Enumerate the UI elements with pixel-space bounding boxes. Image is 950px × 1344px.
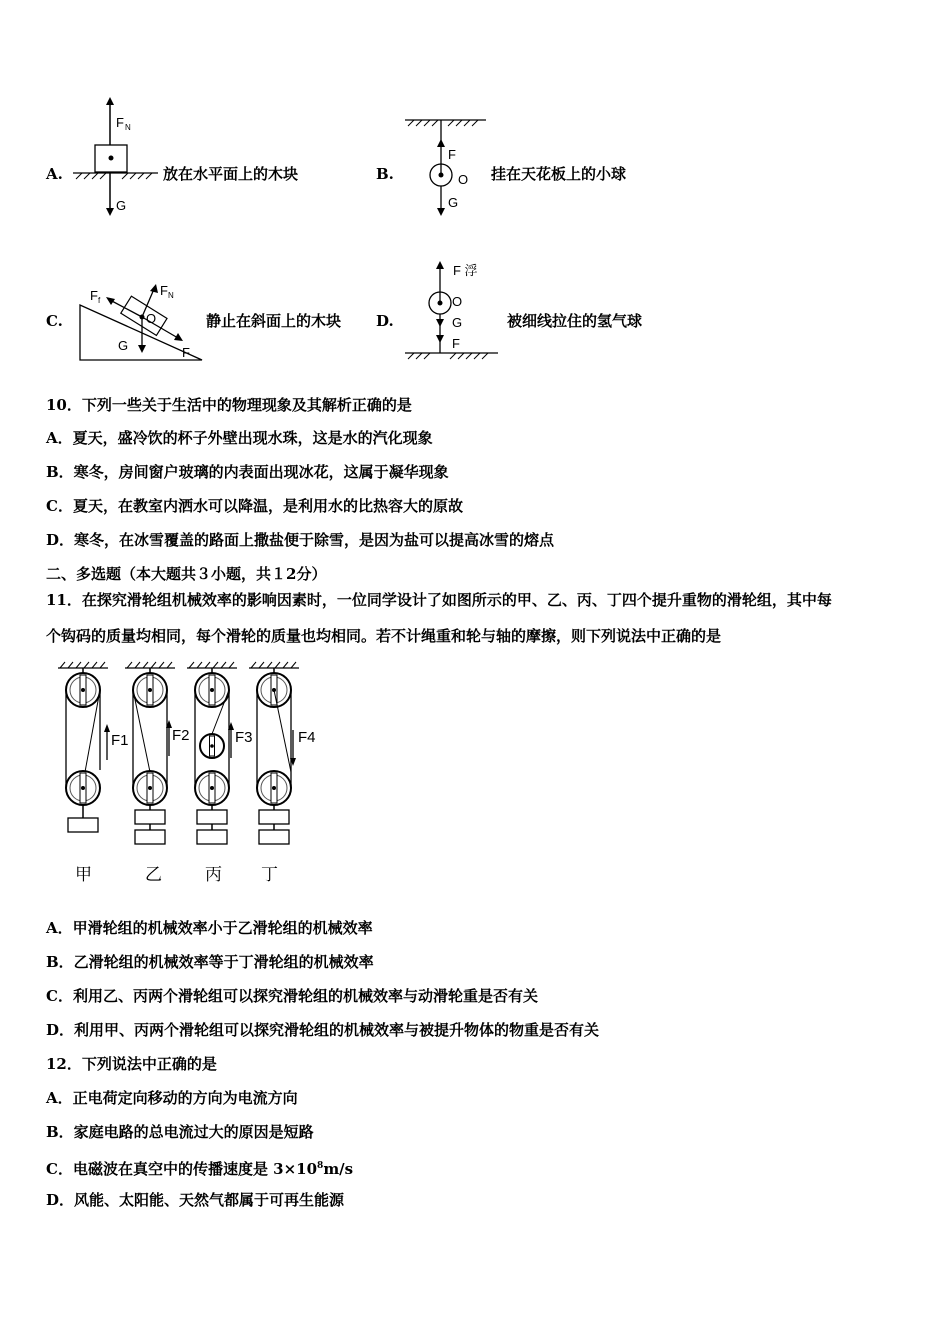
pulley-set-ding [249,662,299,844]
q11-option-b: B．乙滑轮组的机械效率等于丁滑轮组的机械效率 [46,953,374,971]
q12-option-c-text: C．电磁波在真空中的传播速度是 3×10 [46,1160,318,1178]
q9-option-b-label: B. [376,165,394,183]
q12-option-c-unit: m/s [323,1160,354,1178]
q10-option-d: D．寒冬，在冰雪覆盖的路面上撒盐便于除雪，是因为盐可以提高冰雪的熔点 [46,531,555,549]
q9-option-a-diagram [68,95,168,225]
q11-stem-line2: 个钩码的质量均相同，每个滑轮的质量也均相同。若不计绳重和轮与轴的摩擦，则下列说法中正确的是 [46,627,722,645]
q9d-fb-label: F 浮 [453,263,478,278]
q9d-f-label: F [452,336,460,351]
q9-option-b-diagram [400,115,500,225]
q10-stem: 10．下列一些关于生活中的物理现象及其解析正确的是 [46,396,412,414]
figure-label-ding: 丁 [261,865,278,884]
q12-option-d: D．风能、太阳能、天然气都属于可再生能源 [46,1191,345,1209]
pulley-set-bing [187,662,237,844]
q11-stem-line1: 11．在探究滑轮组机械效率的影响因素时，一位同学设计了如图所示的甲、乙、丙、丁四个提升重物的滑轮组，其中每 [46,591,832,609]
section-heading-multiple-choice: 二、多选题（本大题共３小题，共１2分） [46,565,327,583]
q11-pulley-figure [55,660,345,890]
q9-option-d-label: D. [376,312,394,330]
q9-option-c-diagram [70,275,210,365]
q10-option-a: A．夏天，盛冷饮的杯子外壁出现水珠，这是水的汽化现象 [46,429,433,447]
q9c-fn-sub: N [168,291,174,300]
q9c-o-label: O [146,311,157,326]
q12-option-b: B．家庭电路的总电流过大的原因是短路 [46,1123,314,1141]
q12-option-c [46,1156,353,1179]
q9a-fn-label: F [116,115,124,130]
q9c-g-label: G [118,338,129,353]
force-label-f1: F1 [111,732,129,749]
q9-option-d-diagram [400,255,510,365]
q9-option-a-caption: 放在水平面上的木块 [163,165,299,183]
q12-option-c-exponent: 8 [317,1161,324,1171]
force-label-f3: F3 [235,729,253,746]
q9-option-d-caption: 被细线拉住的氢气球 [507,312,643,330]
q9-option-c-caption: 静止在斜面上的木块 [206,312,342,330]
figure-label-yi: 乙 [145,865,162,884]
q12-stem: 12．下列说法中正确的是 [46,1055,217,1073]
pulley-set-yi [125,662,175,844]
q9-option-c-label: C. [46,312,63,330]
q9c-fn-label: F [160,283,168,298]
q9d-g-label: G [452,315,463,330]
figure-label-bing: 丙 [205,865,222,884]
q12-option-a: A．正电荷定向移动的方向为电流方向 [46,1089,298,1107]
q9d-o-label: O [452,294,463,309]
q9c-ff-label: F [90,288,98,303]
force-label-f4: F4 [298,729,316,746]
figure-label-jia: 甲 [75,865,92,884]
force-label-f2: F2 [172,727,190,744]
q10-option-b: B．寒冬，房间窗户玻璃的内表面出现冰花，这属于凝华现象 [46,463,449,481]
q9-option-b-caption: 挂在天花板上的小球 [491,165,627,183]
q11-option-a: A．甲滑轮组的机械效率小于乙滑轮组的机械效率 [46,919,373,937]
q9b-g-label: G [448,195,459,210]
q9a-g-label: G [116,198,127,213]
pulley-set-jia [58,662,110,832]
q9-option-a-label: A. [46,165,63,183]
q9c-f-label: F [182,345,190,360]
q9b-o-label: O [458,172,469,187]
q9c-ff-sub: f [98,296,101,305]
q9a-fn-sub: N [125,123,131,132]
q9b-f-label: F [448,147,456,162]
q10-option-c: C．夏天，在教室内洒水可以降温，是利用水的比热容大的原故 [46,497,463,515]
q11-option-d: D．利用甲、丙两个滑轮组可以探究滑轮组的机械效率与被提升物体的物重是否有关 [46,1021,600,1039]
q11-option-c: C．利用乙、丙两个滑轮组可以探究滑轮组的机械效率与动滑轮重是否有关 [46,987,538,1005]
